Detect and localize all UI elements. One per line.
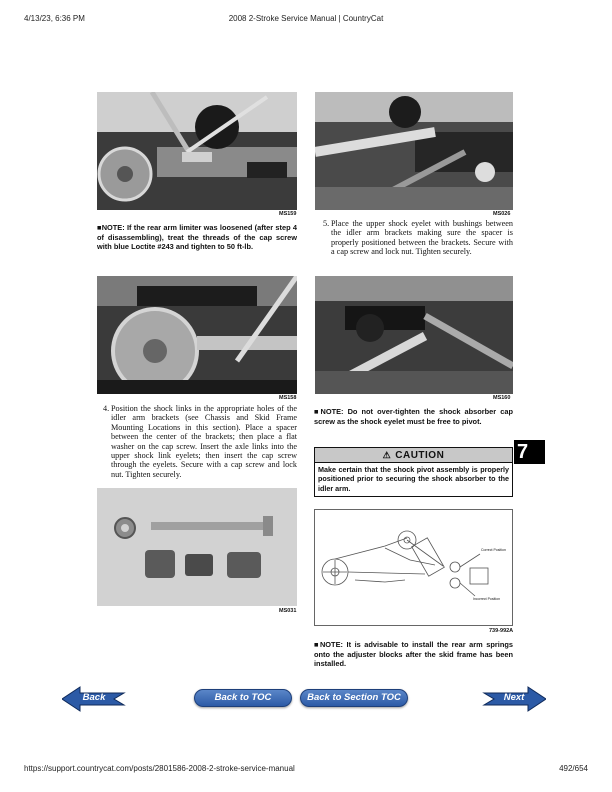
next-button[interactable] xyxy=(482,685,546,713)
back-button[interactable] xyxy=(62,685,126,713)
step-4-number: 4. xyxy=(103,404,110,413)
step-4 xyxy=(103,404,297,479)
diagram-shock-position xyxy=(314,509,513,626)
caution-header xyxy=(315,448,512,463)
caution-box xyxy=(314,447,513,497)
back-to-toc-button[interactable]: Back to TOC xyxy=(194,689,292,707)
step-5-text: Place the upper shock eyelet with bushings between the idler arm brackets making sure the spacer is properly positioned between the brackets. Secure with a cap screw and lock nut. Tighten securely. xyxy=(331,219,513,257)
header-title: 2008 2-Stroke Service Manual | CountryCat xyxy=(228,14,384,23)
photo-ms031 xyxy=(97,488,297,606)
photo-ms160 xyxy=(315,276,513,394)
footer-page-number: 492/654 xyxy=(559,764,588,773)
step-5-number: 5. xyxy=(323,219,330,228)
figure-id-ms160: MS160 xyxy=(493,395,511,401)
step-5 xyxy=(323,219,513,257)
figure-id-ms158: MS158 xyxy=(279,395,297,401)
footer-url: https://support.countrycat.com/posts/2801586-2008-2-stroke-service-manual xyxy=(24,764,295,773)
caution-title: CAUTION xyxy=(395,449,445,461)
section-tab: 7 xyxy=(514,440,545,464)
photo-ms158 xyxy=(97,276,297,394)
diagram-label-correct: Correct Position xyxy=(481,548,506,552)
note-over-tighten: ■NOTE: Do not over-tighten the shock absorber cap screw as the shock eyelet must be free to pivot. xyxy=(314,407,513,426)
step-4-text: Position the shock links in the appropriate holes of the idler arm brackets (see Chassis and Skid Frame Mounting Locations in this section). Place a spacer between the center of the brackets; then place a flat washer on the cap screw. Insert the axle links into the upper shock link eyelets; then insert the cap screw through the eyelets. Secure with a cap screw and lock nut. Tighten securely. xyxy=(111,404,297,479)
figure-id-ms026: MS026 xyxy=(493,211,511,217)
back-label: Back xyxy=(82,692,106,703)
back-to-section-toc-button[interactable]: Back to Section TOC xyxy=(300,689,408,707)
figure-id-ms031: MS031 xyxy=(279,608,297,614)
header-datetime: 4/13/23, 6:36 PM xyxy=(24,14,85,23)
caution-text: Make certain that the shock pivot assembly is properly positioned prior to securing the shock absorber to the idler arm. xyxy=(318,465,509,493)
photo-ms026 xyxy=(315,92,513,210)
note-rear-arm-springs: ■NOTE: It is advisable to install the rear arm springs onto the adjuster blocks after the skid frame has been installed. xyxy=(314,640,513,669)
figure-id-739-992a: 739-992A xyxy=(489,628,514,634)
note-loctite: ■NOTE: If the rear arm limiter was loosened (after step 4 of disassembling), treat the threads of the cap screw with blue Loctite #243 and tighten to 50 ft-lb. xyxy=(97,223,297,252)
photo-ms159 xyxy=(97,92,297,210)
warning-triangle-icon: ⚠ xyxy=(382,449,392,460)
next-label: Next xyxy=(503,692,525,703)
figure-id-ms159: MS159 xyxy=(279,211,297,217)
diagram-label-incorrect: Incorrect Position xyxy=(473,597,501,601)
